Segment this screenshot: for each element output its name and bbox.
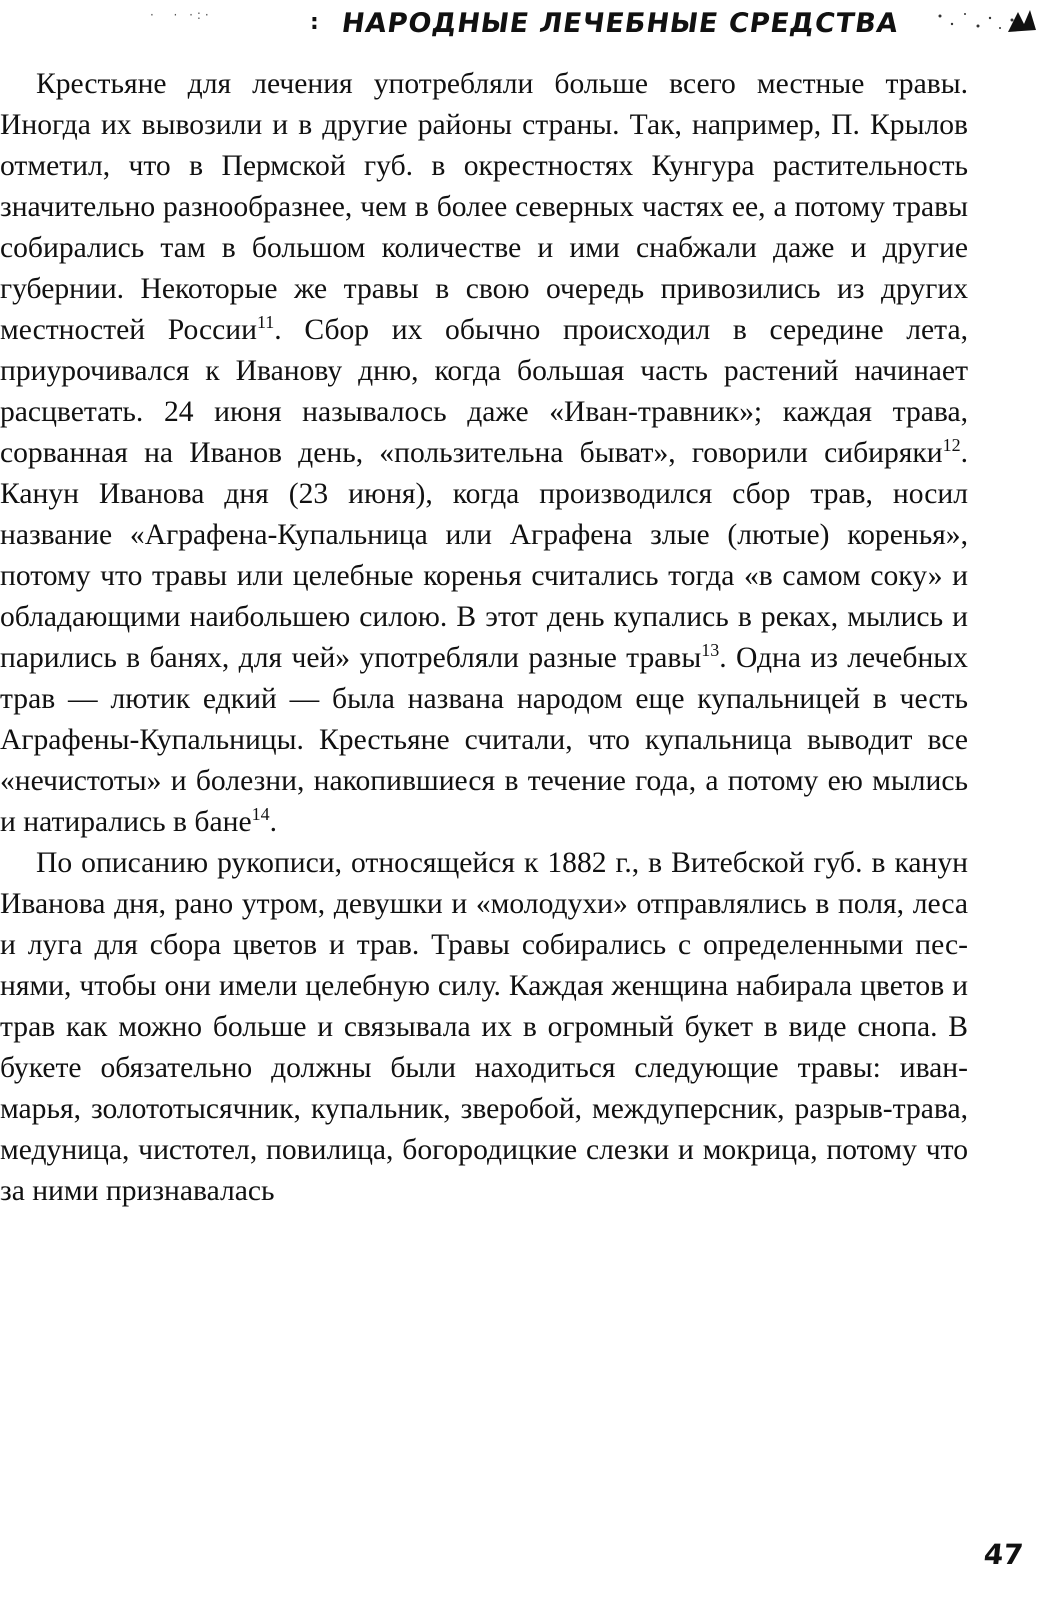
print-speckles: · · ·:· [150, 8, 213, 22]
running-head-title: НАРОДНЫЕ ЛЕЧЕБНЫЕ СРЕДСТВА [339, 8, 901, 39]
body-text [0, 64, 968, 1212]
page-number: 47 [982, 1538, 1025, 1571]
footnote-ref: 12 [942, 435, 961, 456]
running-head-mark: : [310, 10, 319, 35]
print-noise-ornament [930, 6, 1040, 38]
paragraph [0, 843, 968, 1212]
paragraph-text: . [269, 806, 277, 838]
paragraph-text: По описанию рукописи, относящейся к 1882 г., в Витебской губ. в канун Иванова дня, рано утром, девушки и «молодухи» отправлялись в поля, леса и луга для сбора цветов и трав. Травы собирались с определенными песнями, чтобы они имели целебную силу. Каждая женщина набирала цветов и трав как можно больше и связывала их в огромный букет в виде снопа. В букете обязательно должны были находиться следующие травы: иван-марья, золототысячник, купальник, зверобой, междуперсник, разрыв-трава, медуница, чистотел, повилица, богородицкие слезки и мокрица, потому что за ними признавалась [0, 847, 968, 1207]
paragraph [0, 64, 968, 843]
footnote-ref: 14 [251, 804, 270, 825]
paragraph-text: . Канун Иванова дня (23 июня), когда производился сбор трав, носил название «Аграфена-Купальница или Аграфена злые (лютые) коренья», потому что травы или целебные коренья считались тогда «в самом соку» и обладающими наибольшею силою. В этот день купались в реках, мылись и парились в банях, для чей» употребляли разные травы [0, 437, 968, 674]
running-head [0, 4, 1060, 44]
paragraph-text: . Одна из лечебных трав — лютик едкий — была названа народом еще купальницей в честь Аграфены-Купальницы. Крестьяне считали, что купальница выводит все «нечистоты» и болезни, накопившиеся в течение года, а потому ею мылись и натирались в бане [0, 642, 968, 838]
footnote-ref: 13 [701, 640, 720, 661]
paragraph-text: Крестьяне для лечения употребляли больше всего местные травы. Иногда их вывозили и в другие районы страны. Так, например, П. Крылов отметил, что в Пермской губ. в окрестностях Кунгура растительность значительно разнообразнее, чем в более северных частях ее, а потому травы собирались там в большом количестве и ими снабжали даже и другие губернии. Некоторые же травы в свою очередь привозились из других местностей России [0, 68, 968, 346]
footnote-ref: 11 [256, 312, 275, 333]
paragraph-text: . Сбор их обычно происходил в середине лета, приурочивался к Иванову дню, когда большая часть растений начинает расцветать. 24 июня называлось даже «Иван-травник»; каждая трава, сорванная на Иванов день, «пользительна быват», говорили сибиряки [0, 314, 968, 469]
